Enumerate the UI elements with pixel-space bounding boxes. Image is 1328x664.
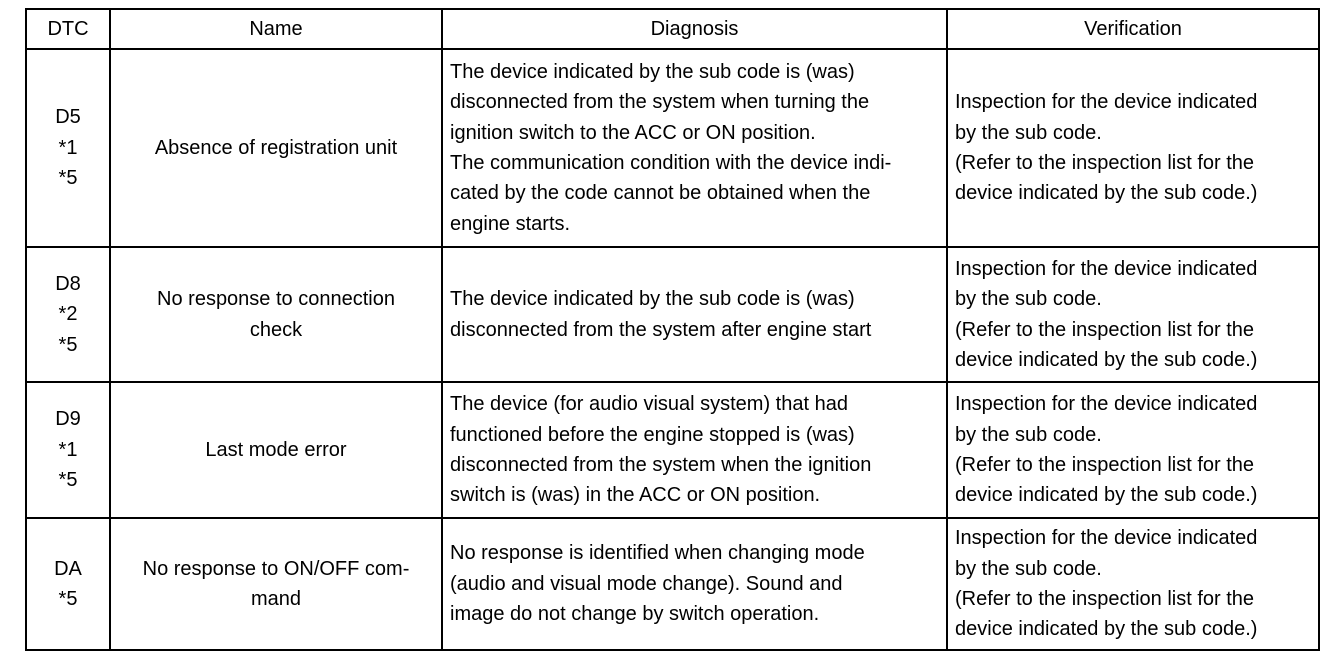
diagnosis-line: disconnected from the system when the ignition xyxy=(450,454,872,476)
diagnosis-line: ignition switch to the ACC or ON position. xyxy=(450,121,816,144)
verification-line: (Refer to the inspection list for the xyxy=(955,318,1255,341)
name-text: Last mode error xyxy=(205,438,347,461)
name-text: check xyxy=(249,318,303,341)
verification-cell xyxy=(947,49,1319,247)
name-text: No response to ON/OFF com- xyxy=(142,557,410,580)
verification-line: Inspection for the device indicated xyxy=(955,527,1258,550)
name-cell xyxy=(110,49,442,247)
verification-line: by the sub code. xyxy=(955,557,1102,580)
diagnosis-line: The device indicated by the sub code is (was) xyxy=(450,60,855,83)
verification-line: by the sub code. xyxy=(955,121,1102,144)
table-row xyxy=(26,49,1319,247)
verification-line: device indicated by the sub code.) xyxy=(955,484,1258,507)
diagnosis-line: disconnected from the system after engine start xyxy=(450,318,872,341)
diagnosis-cell xyxy=(442,518,947,650)
verification-line: Inspection for the device indicated xyxy=(955,393,1258,416)
diagnosis-line: functioned before the engine stopped is (was) xyxy=(450,423,855,446)
verification-line: Inspection for the device indicated xyxy=(955,91,1258,114)
verification-line: by the sub code. xyxy=(955,288,1102,311)
dtc-code: DA xyxy=(54,557,82,580)
header-verification: Verification xyxy=(947,9,1319,49)
name-text: No response to connection xyxy=(157,288,395,311)
diagnosis-line: cated by the code cannot be obtained when the xyxy=(450,182,871,205)
name-cell xyxy=(110,247,442,382)
dtc-cell xyxy=(26,247,110,382)
name-text: Absence of registration unit xyxy=(154,136,398,159)
verification-line: device indicated by the sub code.) xyxy=(955,182,1258,205)
table-header-row xyxy=(26,9,1319,49)
verification-line: Inspection for the device indicated xyxy=(955,257,1258,280)
diagnosis-line: switch is (was) in the ACC or ON position. xyxy=(450,484,821,507)
verification-cell xyxy=(947,382,1319,518)
dtc-code: D9 xyxy=(55,408,81,431)
dtc-code: D8 xyxy=(55,272,81,295)
dtc-cell xyxy=(26,49,110,247)
header-name: Name xyxy=(110,9,442,49)
diagnosis-line: The device (for audio visual system) that had xyxy=(450,393,848,416)
dtc-note: *5 xyxy=(58,469,78,492)
table-row xyxy=(26,247,1319,382)
diagnosis-line: image do not change by switch operation. xyxy=(450,603,820,626)
table-row xyxy=(26,518,1319,650)
dtc-table xyxy=(25,8,1320,651)
dtc-note: *5 xyxy=(58,167,78,190)
header-diagnosis: Diagnosis xyxy=(442,9,947,49)
header-dtc: DTC xyxy=(26,9,110,49)
dtc-note: *2 xyxy=(58,303,78,326)
dtc-cell xyxy=(26,518,110,650)
diagnosis-cell xyxy=(442,247,947,382)
diagnosis-line: disconnected from the system when turning the xyxy=(450,91,870,114)
verification-line: by the sub code. xyxy=(955,423,1102,446)
verification-line: device indicated by the sub code.) xyxy=(955,348,1258,371)
dtc-note: *1 xyxy=(58,136,78,159)
dtc-note: *5 xyxy=(58,588,78,610)
dtc-code: D5 xyxy=(55,106,81,129)
name-text: mand xyxy=(250,588,302,610)
verification-line: (Refer to the inspection list for the xyxy=(955,588,1255,610)
diagnosis-cell xyxy=(442,382,947,518)
name-cell xyxy=(110,382,442,518)
diagnosis-cell xyxy=(442,49,947,247)
verification-cell xyxy=(947,518,1319,650)
verification-line: (Refer to the inspection list for the xyxy=(955,152,1255,174)
dtc-cell xyxy=(26,382,110,518)
diagnosis-line: engine starts. xyxy=(450,212,571,235)
table-row xyxy=(26,382,1319,518)
dtc-note: *1 xyxy=(58,438,78,461)
diagnosis-line: (audio and visual mode change). Sound and xyxy=(450,572,843,595)
diagnosis-line: No response is identified when changing mode xyxy=(450,542,865,565)
diagnosis-line: The communication condition with the device indi- xyxy=(450,152,892,174)
diagnosis-line: The device indicated by the sub code is (was) xyxy=(450,288,855,311)
dtc-note: *5 xyxy=(58,333,78,356)
verification-cell xyxy=(947,247,1319,382)
name-cell xyxy=(110,518,442,650)
verification-line: device indicated by the sub code.) xyxy=(955,618,1258,641)
verification-line: (Refer to the inspection list for the xyxy=(955,454,1255,476)
